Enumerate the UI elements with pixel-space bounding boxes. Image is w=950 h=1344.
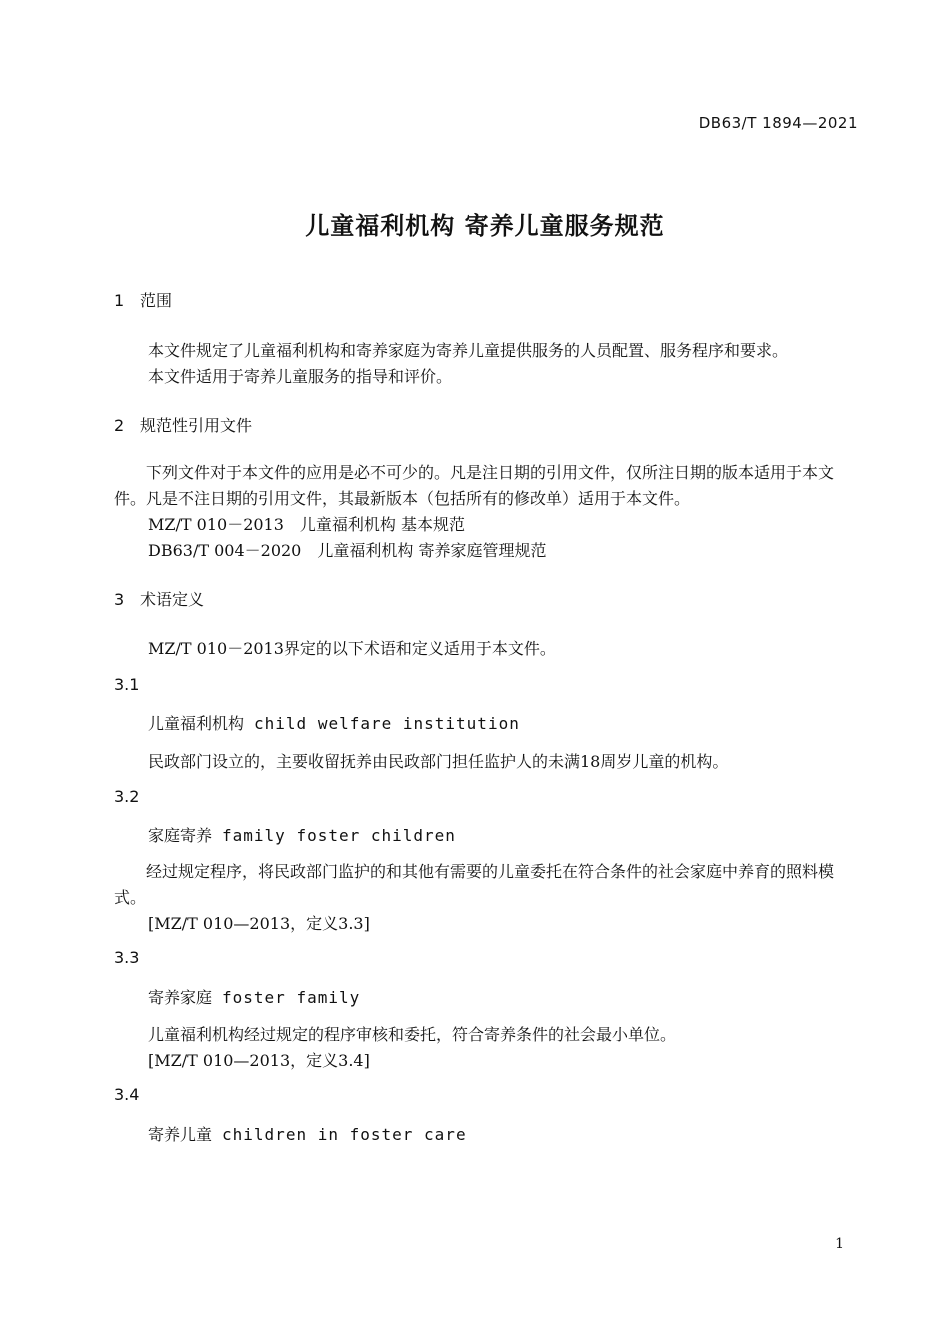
term-english: child welfare institution [254, 714, 520, 733]
section-title: 范围 [140, 291, 173, 310]
normative-refs-intro: 下列文件对于本文件的应用是必不可少的。凡是注日期的引用文件，仅所注日期的版本适用于本文件。凡是不注日期的引用文件，其最新版本（包括所有的修改单）适用于本文件。 [114, 463, 835, 508]
term-number: 3.3 [114, 948, 140, 967]
section-number: 1 [114, 291, 125, 310]
term-source: [MZ/T 010—2013，定义3.4] [148, 1051, 370, 1070]
scope-paragraph-2: 本文件适用于寄养儿童服务的指导和评价。 [148, 367, 453, 386]
term-definition: 经过规定程序，将民政部门监护的和其他有需要的儿童委托在符合条件的社会家庭中养育的照料模式。 [114, 862, 835, 907]
term-definition: 民政部门设立的，主要收留抚养由民政部门担任监护人的未满18周岁儿童的机构。 [148, 752, 729, 771]
term-chinese: 家庭寄养 [148, 826, 213, 845]
document-number: DB63/T 1894—2021 [698, 114, 858, 132]
term-heading [148, 985, 360, 1008]
section-title: 规范性引用文件 [140, 416, 253, 435]
document-title: 儿童福利机构 寄养儿童服务规范 [305, 212, 665, 240]
term-heading [148, 711, 520, 734]
reference-item-1: MZ/T 010－2013 儿童福利机构 基本规范 [148, 515, 465, 534]
scope-paragraph-1: 本文件规定了儿童福利机构和寄养家庭为寄养儿童提供服务的人员配置、服务程序和要求。 [148, 341, 789, 360]
term-source: [MZ/T 010—2013，定义3.3] [148, 914, 370, 933]
term-english: foster family [222, 988, 361, 1007]
term-number: 3.1 [114, 675, 140, 694]
term-number: 3.2 [114, 787, 140, 806]
term-english: children in foster care [222, 1125, 467, 1144]
section-heading-scope [114, 288, 172, 311]
section-heading-terms [114, 587, 204, 610]
section-number: 3 [114, 590, 125, 609]
term-heading [148, 1122, 467, 1145]
terms-intro: MZ/T 010－2013界定的以下术语和定义适用于本文件。 [148, 639, 556, 658]
term-chinese: 儿童福利机构 [148, 714, 245, 733]
section-title: 术语定义 [140, 590, 205, 609]
reference-item-2: DB63/T 004－2020 儿童福利机构 寄养家庭管理规范 [148, 541, 547, 560]
term-number: 3.4 [114, 1085, 140, 1104]
term-chinese: 寄养儿童 [148, 1125, 213, 1144]
section-heading-normative-refs [114, 413, 252, 436]
term-definition: 儿童福利机构经过规定的程序审核和委托，符合寄养条件的社会最小单位。 [148, 1025, 677, 1044]
section-number: 2 [114, 416, 125, 435]
page-number: 1 [835, 1236, 844, 1252]
term-heading [148, 823, 456, 846]
term-chinese: 寄养家庭 [148, 988, 213, 1007]
term-english: family foster children [222, 826, 456, 845]
